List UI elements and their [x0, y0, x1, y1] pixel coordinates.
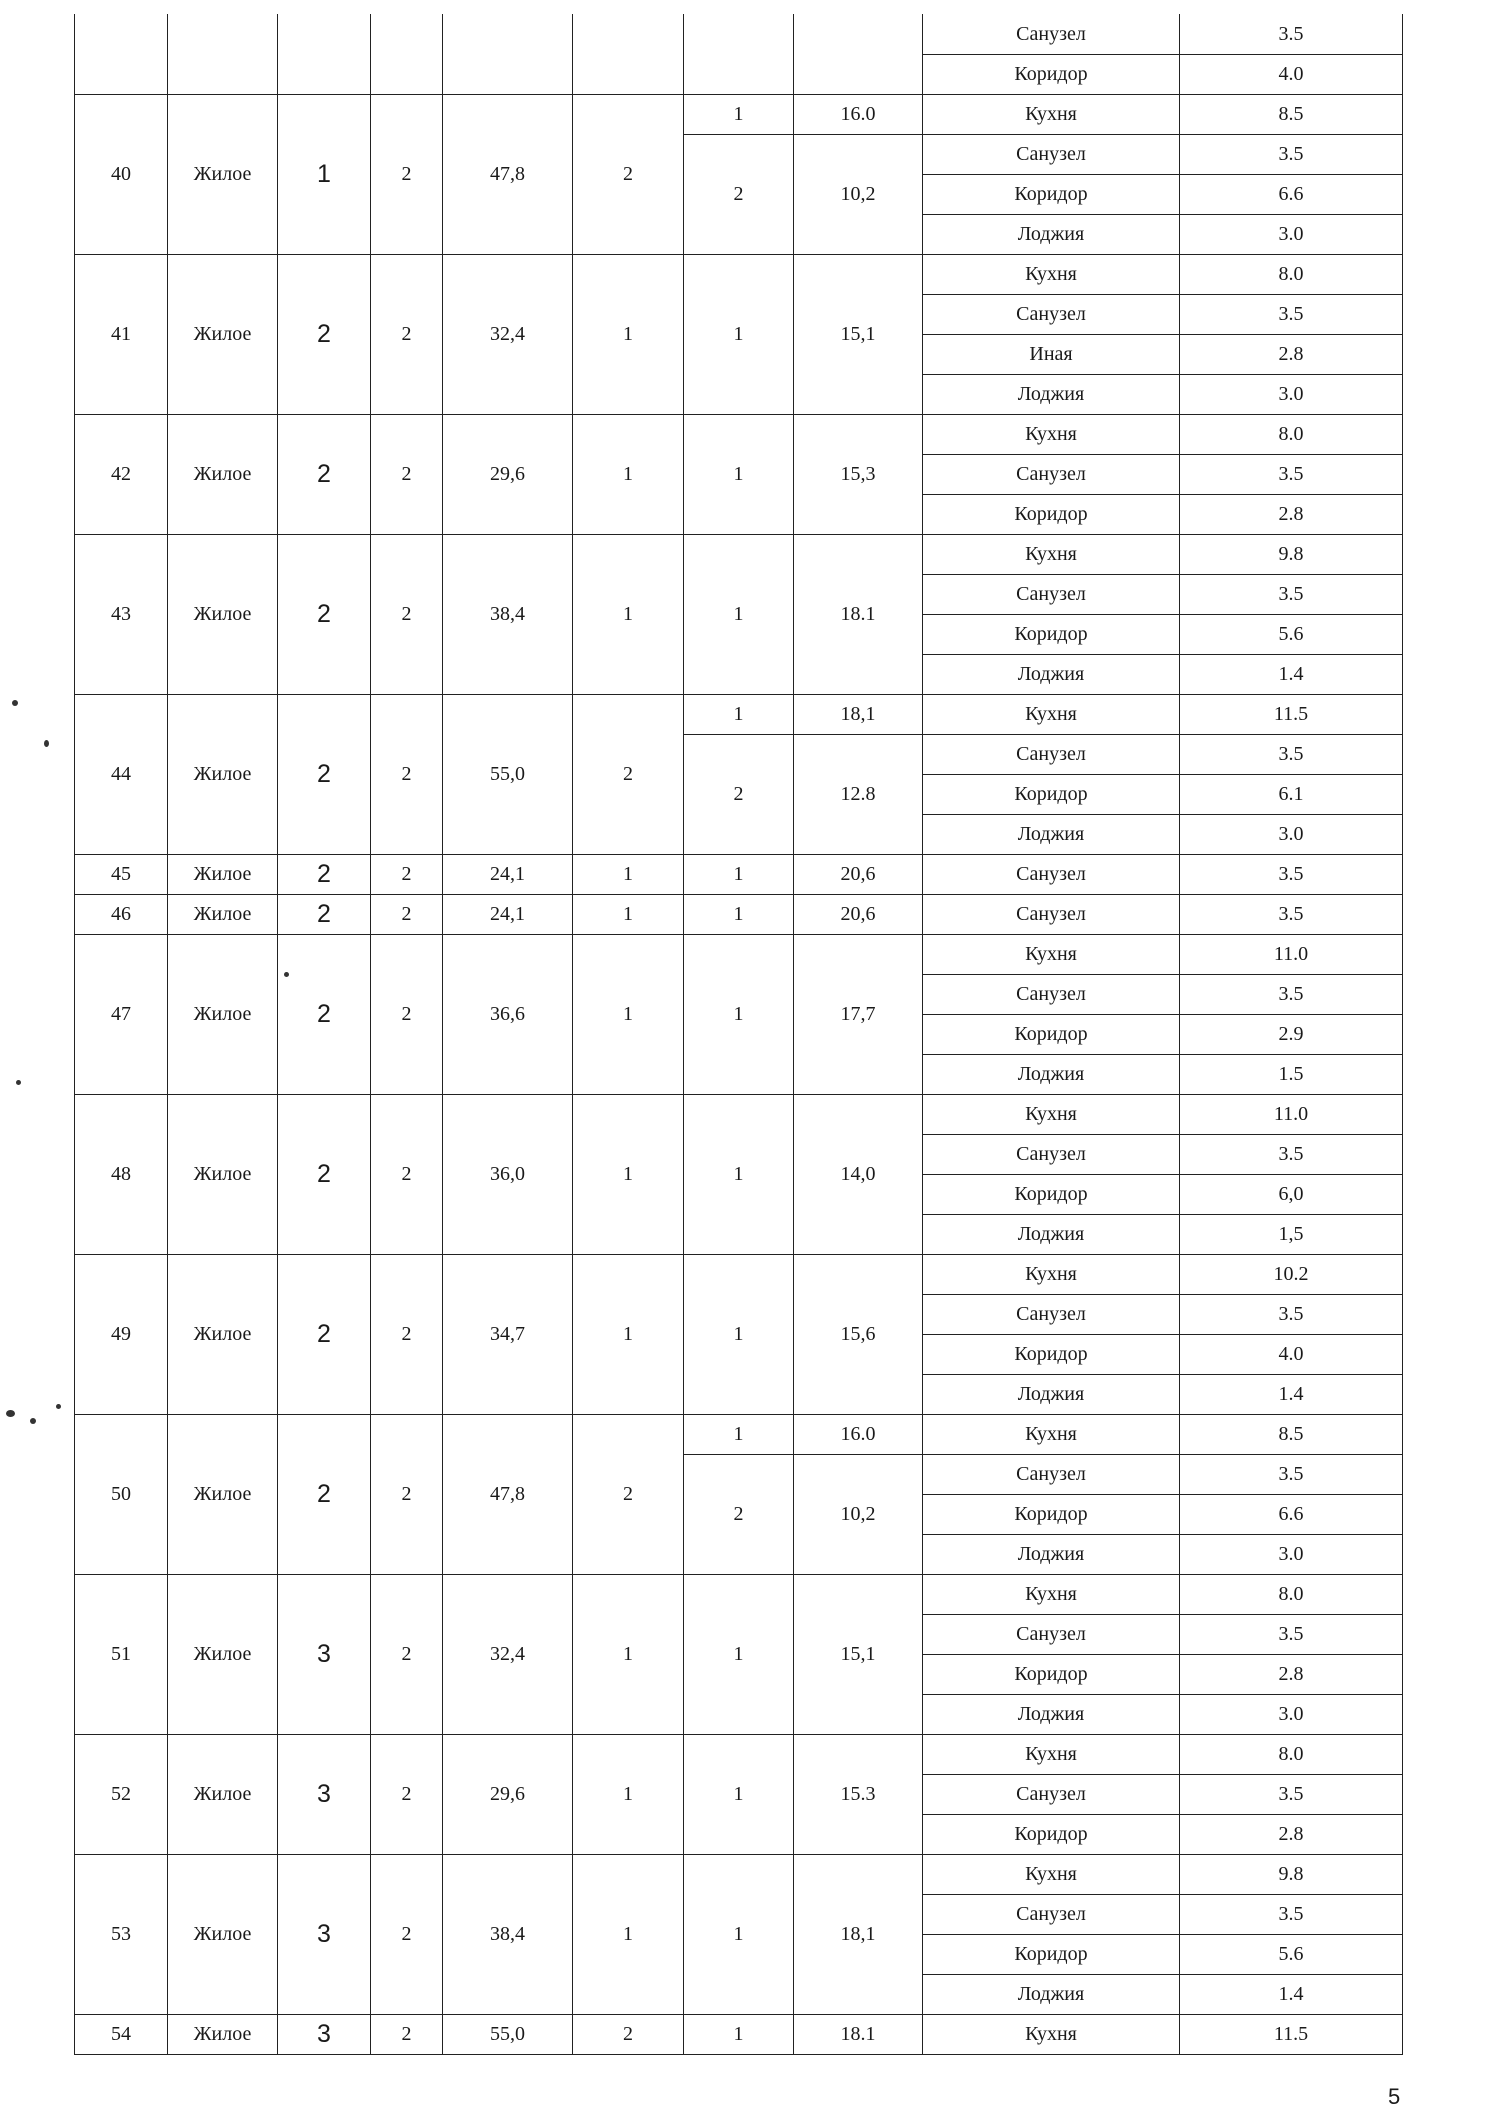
apartment-total-area: 24,1 [443, 894, 573, 934]
living-room-number: 2 [684, 134, 794, 254]
table-row [75, 1854, 1403, 1894]
apartment-number: 46 [75, 894, 168, 934]
apartment-total-area: 55,0 [443, 2014, 573, 2054]
living-room-number: 1 [684, 1254, 794, 1414]
room-area: 6.1 [1180, 774, 1403, 814]
room-area: 8.0 [1180, 1734, 1403, 1774]
room-area: 8.0 [1180, 254, 1403, 294]
apartment-col4: 2 [371, 1414, 443, 1574]
room-area: 3.5 [1180, 1774, 1403, 1814]
apartment-rooms-count: 2 [573, 94, 684, 254]
room-name: Лоджия [923, 1374, 1180, 1414]
apartment-floor: 3 [278, 2014, 371, 2054]
room-name: Коридор [923, 1334, 1180, 1374]
apartment-col4: 2 [371, 894, 443, 934]
room-name: Кухня [923, 1574, 1180, 1614]
room-area: 8.5 [1180, 1414, 1403, 1454]
carryover-empty-cell [75, 14, 168, 94]
living-room-area: 17,7 [794, 934, 923, 1094]
apartment-type: Жилое [168, 854, 278, 894]
scan-speck [30, 1418, 36, 1424]
living-room-number: 1 [684, 1854, 794, 2014]
living-room-area: 10,2 [794, 1454, 923, 1574]
room-area: 6,0 [1180, 1174, 1403, 1214]
room-area: 11.0 [1180, 1094, 1403, 1134]
apartment-type: Жилое [168, 1854, 278, 2014]
room-name: Лоджия [923, 654, 1180, 694]
room-name: Санузел [923, 1894, 1180, 1934]
living-room-area: 15,6 [794, 1254, 923, 1414]
apartment-floor: 3 [278, 1574, 371, 1734]
apartment-table-body [75, 14, 1403, 2054]
living-room-area: 15,1 [794, 254, 923, 414]
living-room-number: 2 [684, 734, 794, 854]
room-area: 3.5 [1180, 974, 1403, 1014]
living-room-area: 18.1 [794, 534, 923, 694]
room-area: 3.5 [1180, 134, 1403, 174]
table-row [75, 1254, 1403, 1294]
apartment-total-area: 32,4 [443, 1574, 573, 1734]
room-area: 3.5 [1180, 454, 1403, 494]
room-area: 3.5 [1180, 734, 1403, 774]
apartment-col4: 2 [371, 1254, 443, 1414]
room-area: 3.0 [1180, 1534, 1403, 1574]
apartment-rooms-count: 1 [573, 1854, 684, 2014]
living-room-area: 10,2 [794, 134, 923, 254]
room-area: 11.5 [1180, 694, 1403, 734]
apartment-rooms-count: 2 [573, 1414, 684, 1574]
room-area: 1.4 [1180, 1374, 1403, 1414]
carryover-empty-cell [278, 14, 371, 94]
room-area: 3.5 [1180, 1614, 1403, 1654]
room-name: Кухня [923, 1734, 1180, 1774]
room-name: Лоджия [923, 1974, 1180, 2014]
room-area: 3.5 [1180, 1454, 1403, 1494]
room-area: 3.5 [1180, 1134, 1403, 1174]
room-name: Санузел [923, 1134, 1180, 1174]
room-area: 3.5 [1180, 854, 1403, 894]
room-name: Коридор [923, 494, 1180, 534]
apartment-type: Жилое [168, 534, 278, 694]
apartment-floor: 2 [278, 1414, 371, 1574]
apartment-floor: 2 [278, 1094, 371, 1254]
apartment-total-area: 36,0 [443, 1094, 573, 1254]
apartment-col4: 2 [371, 2014, 443, 2054]
room-name: Кухня [923, 254, 1180, 294]
room-name: Санузел [923, 854, 1180, 894]
apartment-rooms-count: 1 [573, 854, 684, 894]
apartment-type: Жилое [168, 1254, 278, 1414]
apartment-col4: 2 [371, 414, 443, 534]
room-name: Коридор [923, 1014, 1180, 1054]
apartment-total-area: 32,4 [443, 254, 573, 414]
apartment-total-area: 47,8 [443, 94, 573, 254]
apartment-total-area: 29,6 [443, 1734, 573, 1854]
room-name: Коридор [923, 54, 1180, 94]
apartment-type: Жилое [168, 1414, 278, 1574]
table-row [75, 534, 1403, 574]
apartment-number: 47 [75, 934, 168, 1094]
apartment-total-area: 36,6 [443, 934, 573, 1094]
room-name: Коридор [923, 774, 1180, 814]
table-row [75, 254, 1403, 294]
living-room-number: 1 [684, 854, 794, 894]
living-room-number: 1 [684, 1574, 794, 1734]
living-room-number: 1 [684, 1414, 794, 1454]
scan-speck [44, 740, 49, 747]
living-room-area: 15,3 [794, 414, 923, 534]
living-room-area: 15,1 [794, 1574, 923, 1734]
apartment-rooms-count: 1 [573, 894, 684, 934]
room-name: Санузел [923, 454, 1180, 494]
table-row [75, 894, 1403, 934]
page-number: 5 [1388, 2084, 1401, 2109]
room-name: Санузел [923, 294, 1180, 334]
room-area: 3.5 [1180, 574, 1403, 614]
apartment-rooms-count: 1 [573, 534, 684, 694]
apartment-col4: 2 [371, 1854, 443, 2014]
apartment-total-area: 34,7 [443, 1254, 573, 1414]
room-area: 1.4 [1180, 654, 1403, 694]
apartment-number: 53 [75, 1854, 168, 2014]
apartment-col4: 2 [371, 534, 443, 694]
room-name: Коридор [923, 1174, 1180, 1214]
apartment-col4: 2 [371, 854, 443, 894]
living-room-number: 1 [684, 934, 794, 1094]
room-area: 3.0 [1180, 1694, 1403, 1734]
apartment-floor: 2 [278, 414, 371, 534]
apartment-total-area: 38,4 [443, 1854, 573, 2014]
apartment-number: 44 [75, 694, 168, 854]
living-room-number: 1 [684, 894, 794, 934]
apartment-type: Жилое [168, 694, 278, 854]
apartment-floor: 1 [278, 94, 371, 254]
apartment-type: Жилое [168, 254, 278, 414]
table-row [75, 1734, 1403, 1774]
room-name: Коридор [923, 1654, 1180, 1694]
apartment-type: Жилое [168, 2014, 278, 2054]
apartment-col4: 2 [371, 1094, 443, 1254]
room-area: 1.5 [1180, 1054, 1403, 1094]
apartment-col4: 2 [371, 254, 443, 414]
room-area: 11.5 [1180, 2014, 1403, 2054]
room-area: 3.0 [1180, 374, 1403, 414]
living-room-area: 20,6 [794, 894, 923, 934]
apartment-number: 41 [75, 254, 168, 414]
apartment-floor: 2 [278, 894, 371, 934]
apartment-floor: 2 [278, 934, 371, 1094]
room-area: 2.8 [1180, 1814, 1403, 1854]
table-row [75, 1414, 1403, 1454]
apartment-floor: 3 [278, 1734, 371, 1854]
room-name: Санузел [923, 974, 1180, 1014]
room-name: Санузел [923, 1294, 1180, 1334]
carryover-empty-cell [573, 14, 684, 94]
apartment-number: 50 [75, 1414, 168, 1574]
room-name: Кухня [923, 1854, 1180, 1894]
apartment-rooms-count: 1 [573, 254, 684, 414]
room-area: 5.6 [1180, 1934, 1403, 1974]
carryover-empty-cell [443, 14, 573, 94]
apartment-number: 48 [75, 1094, 168, 1254]
room-name: Кухня [923, 1414, 1180, 1454]
table-row [75, 2014, 1403, 2054]
room-name: Лоджия [923, 1694, 1180, 1734]
apartment-type: Жилое [168, 1094, 278, 1254]
table-row [75, 1574, 1403, 1614]
apartment-col4: 2 [371, 694, 443, 854]
room-name: Санузел [923, 14, 1180, 54]
room-name: Лоджия [923, 1534, 1180, 1574]
room-name: Иная [923, 334, 1180, 374]
living-room-area: 16.0 [794, 94, 923, 134]
room-name: Санузел [923, 734, 1180, 774]
room-area: 9.8 [1180, 1854, 1403, 1894]
scan-speck [12, 700, 18, 706]
apartment-rooms-count: 1 [573, 1734, 684, 1854]
room-name: Кухня [923, 534, 1180, 574]
apartment-number: 43 [75, 534, 168, 694]
room-name: Кухня [923, 694, 1180, 734]
living-room-number: 1 [684, 534, 794, 694]
living-room-area: 12.8 [794, 734, 923, 854]
room-name: Коридор [923, 614, 1180, 654]
apartment-total-area: 24,1 [443, 854, 573, 894]
room-name: Лоджия [923, 214, 1180, 254]
room-area: 2.9 [1180, 1014, 1403, 1054]
room-area: 2.8 [1180, 334, 1403, 374]
apartment-table [74, 14, 1403, 2055]
apartment-type: Жилое [168, 934, 278, 1094]
room-area: 2.8 [1180, 494, 1403, 534]
room-area: 1.4 [1180, 1974, 1403, 2014]
room-name: Кухня [923, 414, 1180, 454]
living-room-area: 15.3 [794, 1734, 923, 1854]
room-area: 8.5 [1180, 94, 1403, 134]
apartment-type: Жилое [168, 94, 278, 254]
apartment-total-area: 29,6 [443, 414, 573, 534]
room-name: Кухня [923, 1254, 1180, 1294]
apartment-floor: 2 [278, 694, 371, 854]
table-row [75, 94, 1403, 134]
apartment-col4: 2 [371, 934, 443, 1094]
scan-speck [284, 972, 289, 977]
scan-speck [16, 1080, 21, 1085]
apartment-floor: 2 [278, 254, 371, 414]
living-room-number: 1 [684, 94, 794, 134]
living-room-area: 18,1 [794, 1854, 923, 2014]
apartment-floor: 2 [278, 1254, 371, 1414]
table-row [75, 694, 1403, 734]
table-row [75, 854, 1403, 894]
apartment-total-area: 55,0 [443, 694, 573, 854]
table-row [75, 414, 1403, 454]
apartment-type: Жилое [168, 894, 278, 934]
apartment-total-area: 38,4 [443, 534, 573, 694]
room-area: 3.0 [1180, 214, 1403, 254]
room-name: Лоджия [923, 1214, 1180, 1254]
room-area: 8.0 [1180, 414, 1403, 454]
living-room-number: 1 [684, 2014, 794, 2054]
room-area: 11.0 [1180, 934, 1403, 974]
apartment-number: 54 [75, 2014, 168, 2054]
living-room-number: 2 [684, 1454, 794, 1574]
table-row [75, 934, 1403, 974]
room-area: 10.2 [1180, 1254, 1403, 1294]
room-area: 4.0 [1180, 1334, 1403, 1374]
room-name: Санузел [923, 894, 1180, 934]
room-area: 3.0 [1180, 814, 1403, 854]
apartment-type: Жилое [168, 1574, 278, 1734]
room-name: Кухня [923, 94, 1180, 134]
room-name: Лоджия [923, 1054, 1180, 1094]
room-area: 3.5 [1180, 1294, 1403, 1334]
living-room-area: 16.0 [794, 1414, 923, 1454]
apartment-col4: 2 [371, 94, 443, 254]
room-name: Санузел [923, 1774, 1180, 1814]
room-name: Коридор [923, 1934, 1180, 1974]
living-room-number: 1 [684, 694, 794, 734]
apartment-col4: 2 [371, 1574, 443, 1734]
room-area: 2.8 [1180, 1654, 1403, 1694]
room-name: Санузел [923, 1614, 1180, 1654]
room-area: 1,5 [1180, 1214, 1403, 1254]
apartment-floor: 3 [278, 1854, 371, 2014]
apartment-number: 51 [75, 1574, 168, 1734]
room-area: 8.0 [1180, 1574, 1403, 1614]
table-row [75, 1094, 1403, 1134]
apartment-rooms-count: 1 [573, 934, 684, 1094]
apartment-rooms-count: 1 [573, 1254, 684, 1414]
apartment-col4: 2 [371, 1734, 443, 1854]
room-name: Коридор [923, 174, 1180, 214]
carryover-empty-cell [794, 14, 923, 94]
room-name: Санузел [923, 574, 1180, 614]
carryover-empty-cell [371, 14, 443, 94]
scan-speck [6, 1410, 15, 1417]
room-area: 6.6 [1180, 1494, 1403, 1534]
room-name: Лоджия [923, 374, 1180, 414]
scan-speck [56, 1404, 61, 1409]
room-area: 6.6 [1180, 174, 1403, 214]
apartment-type: Жилое [168, 414, 278, 534]
room-area: 3.5 [1180, 894, 1403, 934]
apartment-rooms-count: 1 [573, 1094, 684, 1254]
apartment-number: 40 [75, 94, 168, 254]
room-name: Коридор [923, 1494, 1180, 1534]
room-name: Санузел [923, 1454, 1180, 1494]
room-area: 3.5 [1180, 14, 1403, 54]
living-room-area: 14,0 [794, 1094, 923, 1254]
room-name: Лоджия [923, 814, 1180, 854]
room-area: 9.8 [1180, 534, 1403, 574]
carryover-empty-cell [684, 14, 794, 94]
apartment-rooms-count: 1 [573, 414, 684, 534]
living-room-area: 18.1 [794, 2014, 923, 2054]
room-area: 4.0 [1180, 54, 1403, 94]
table-row [75, 14, 1403, 54]
room-name: Санузел [923, 134, 1180, 174]
apartment-number: 42 [75, 414, 168, 534]
room-name: Кухня [923, 2014, 1180, 2054]
living-room-number: 1 [684, 1734, 794, 1854]
living-room-number: 1 [684, 414, 794, 534]
apartment-type: Жилое [168, 1734, 278, 1854]
apartment-rooms-count: 1 [573, 1574, 684, 1734]
apartment-number: 45 [75, 854, 168, 894]
apartment-number: 49 [75, 1254, 168, 1414]
room-name: Кухня [923, 934, 1180, 974]
room-area: 3.5 [1180, 1894, 1403, 1934]
room-name: Кухня [923, 1094, 1180, 1134]
apartment-rooms-count: 2 [573, 694, 684, 854]
apartment-floor: 2 [278, 854, 371, 894]
living-room-area: 18,1 [794, 694, 923, 734]
living-room-area: 20,6 [794, 854, 923, 894]
room-area: 5.6 [1180, 614, 1403, 654]
living-room-number: 1 [684, 254, 794, 414]
living-room-number: 1 [684, 1094, 794, 1254]
apartment-rooms-count: 2 [573, 2014, 684, 2054]
room-area: 3.5 [1180, 294, 1403, 334]
apartment-total-area: 47,8 [443, 1414, 573, 1574]
apartment-number: 52 [75, 1734, 168, 1854]
room-name: Коридор [923, 1814, 1180, 1854]
apartment-floor: 2 [278, 534, 371, 694]
carryover-empty-cell [168, 14, 278, 94]
